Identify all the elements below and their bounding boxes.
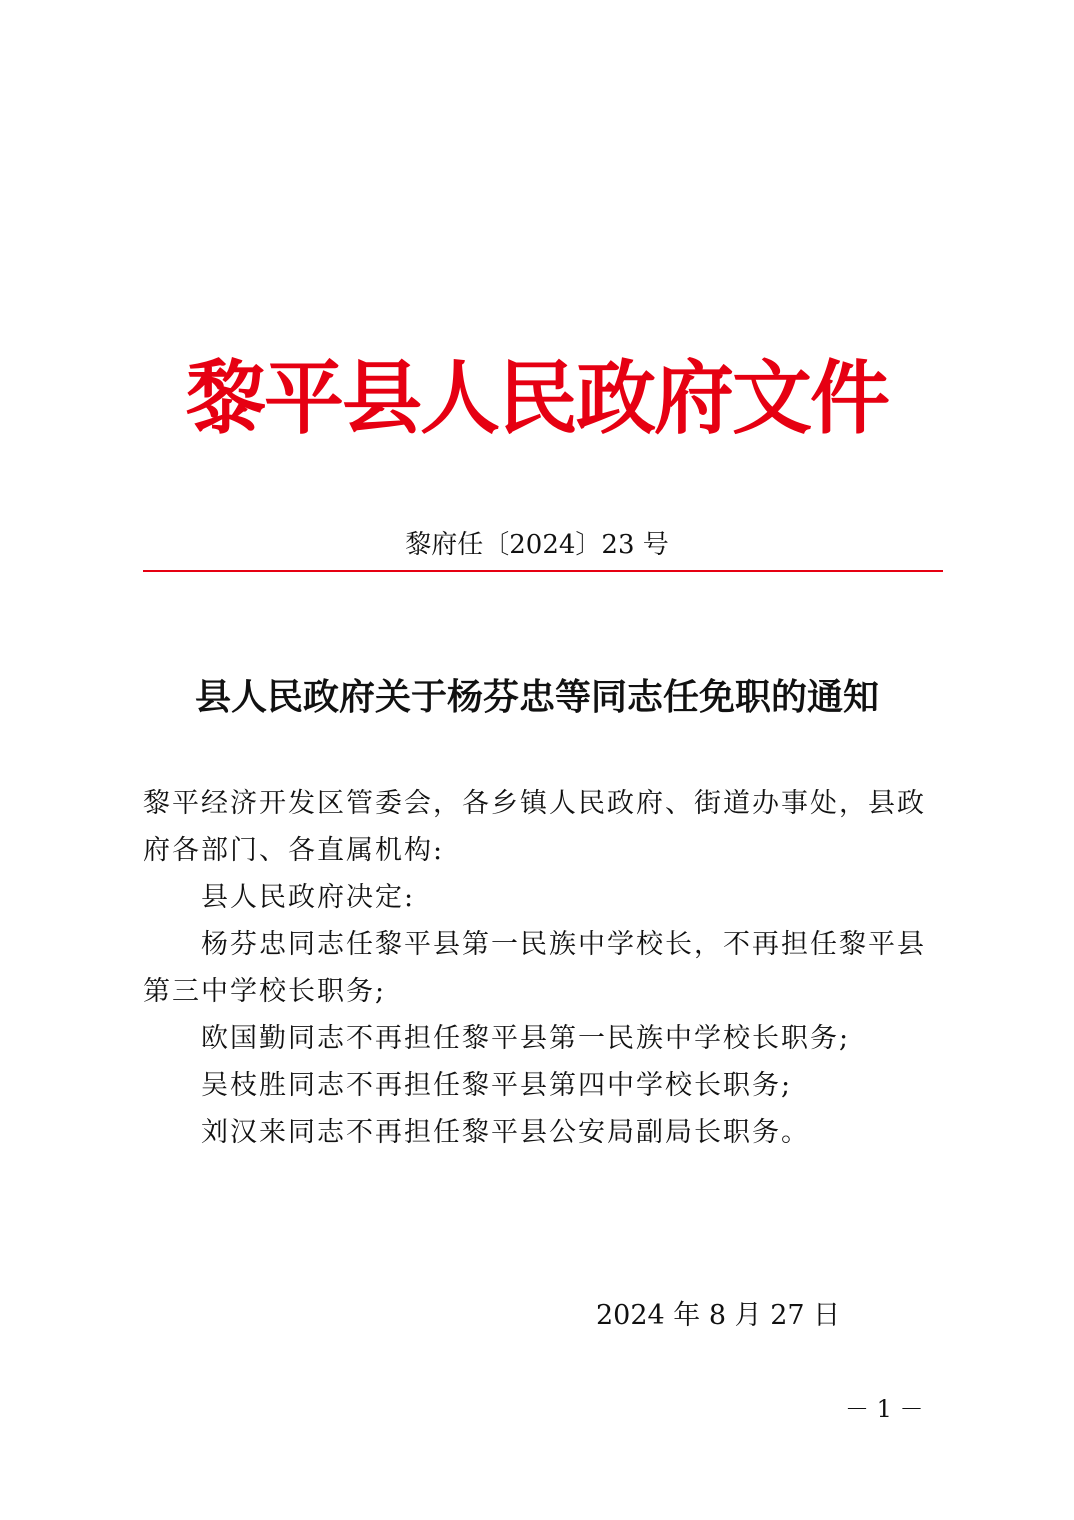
page-number: － 1 － [845,1395,924,1423]
appointment-item: 欧国勤同志不再担任黎平县第一民族中学校长职务; [201,1023,851,1054]
notice-body [143,780,943,1156]
document-number: 黎府任〔2024〕23 号 [405,530,669,560]
notice-title: 县人民政府关于杨芬忠等同志任免职的通知 [194,676,879,718]
issue-date: 2024 年 8 月 27 日 [596,1300,841,1331]
lead-paragraph: 县人民政府决定: [201,882,416,913]
appointment-item: 刘汉来同志不再担任黎平县公安局副局长职务。 [201,1117,810,1148]
appointment-item: 吴枝胜同志不再担任黎平县第四中学校长职务; [201,1070,793,1101]
appointment-item: 杨芬忠同志任黎平县第一民族中学校长，不再担任黎平县第三中学校长职务; [143,929,926,1007]
recipients-paragraph: 黎平经济开发区管委会，各乡镇人民政府、街道办事处，县政府各部门、各直属机构: [143,788,926,866]
masthead-title: 黎平县人民政府文件 [186,351,888,445]
red-separator-line [143,570,943,572]
